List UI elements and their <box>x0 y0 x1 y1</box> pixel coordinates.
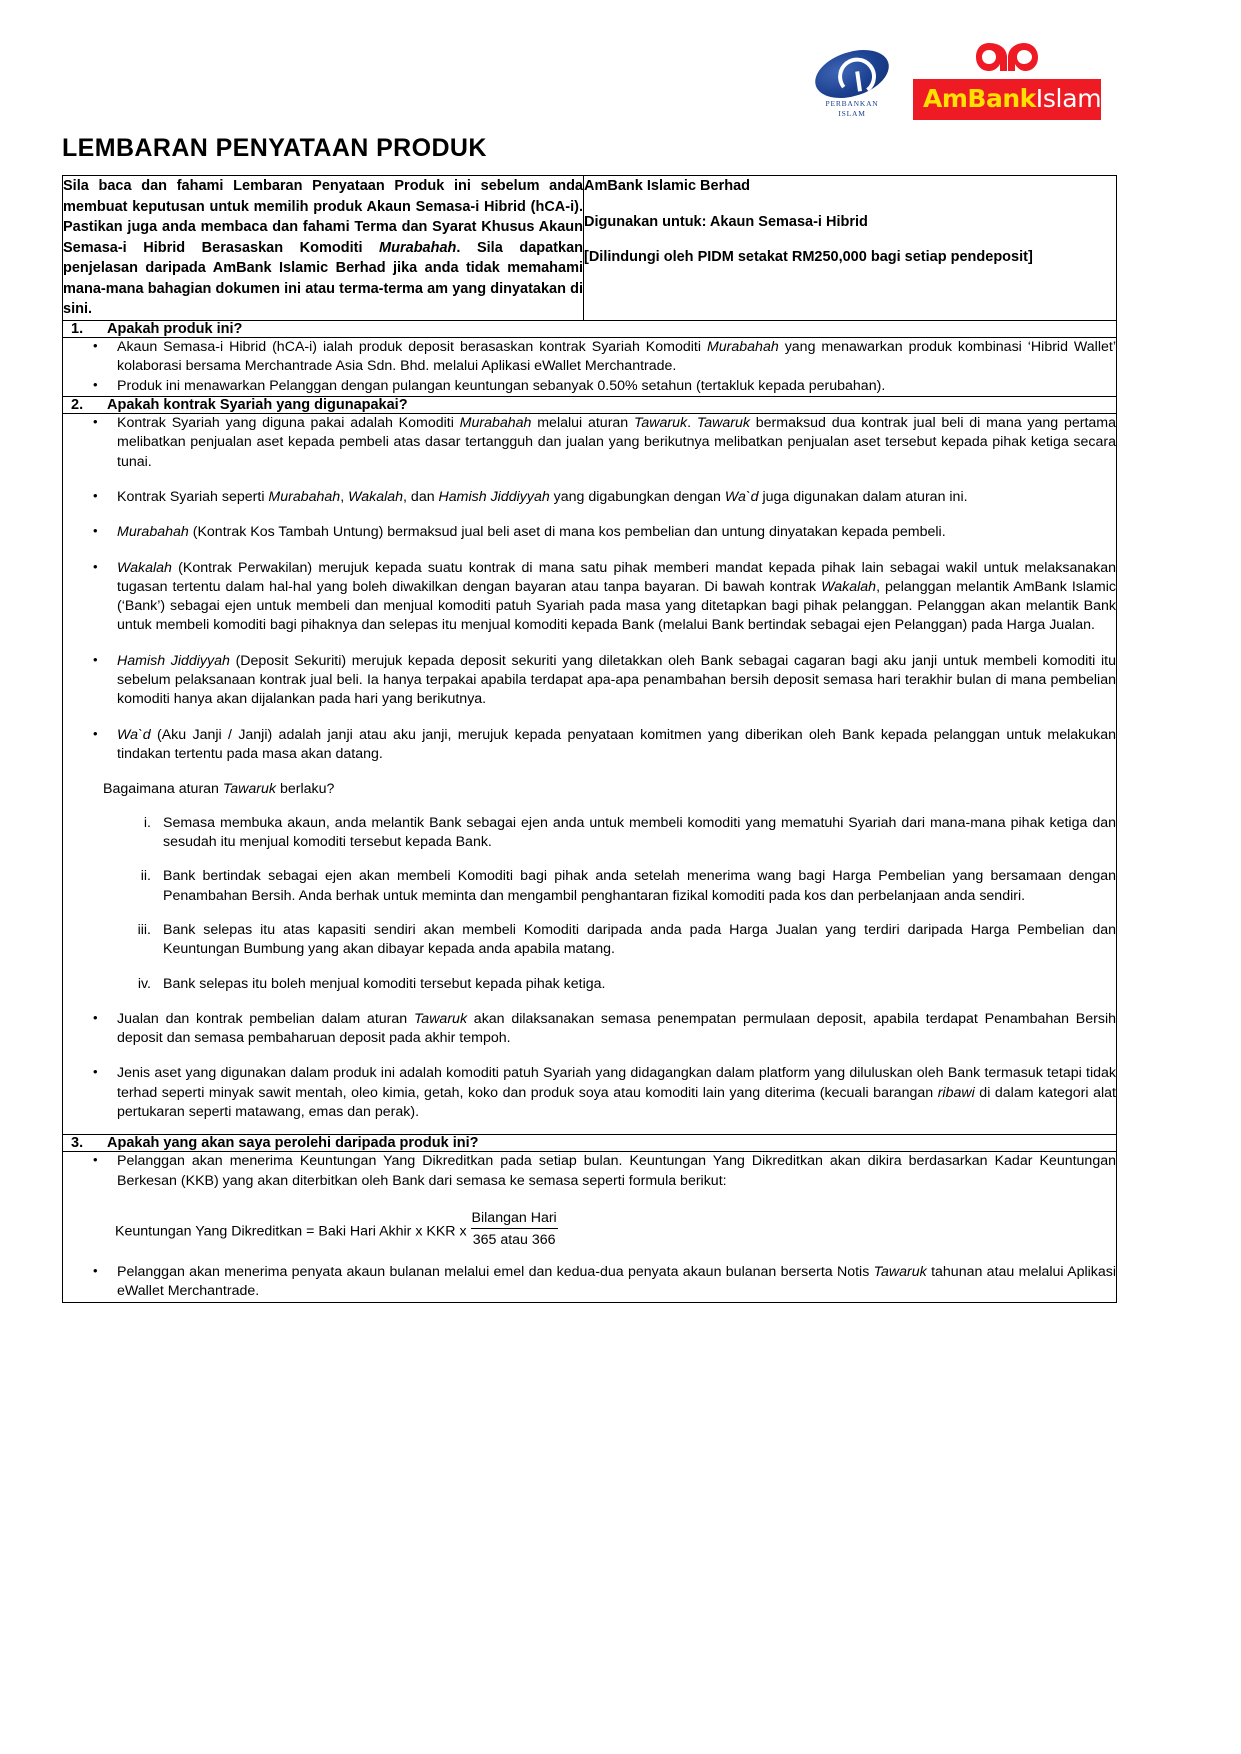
bullet-text-run: akan dilaksanakan semasa penempatan permulaan deposit, apabila terdapat Penambahan Bersih deposit dan semasa pembaharuan deposit pada akhir tempoh. <box>117 1010 1116 1047</box>
section-1-body-row <box>63 338 1117 397</box>
list-item <box>143 814 1116 853</box>
product-applicability: Digunakan untuk: Akaun Semasa-i Hibrid <box>584 213 868 230</box>
perbankan-islam-emblem-icon <box>809 42 895 107</box>
list-item <box>115 1064 1116 1122</box>
list-item <box>115 488 1116 507</box>
intro-disclaimer-italic: Murabahah <box>379 239 457 256</box>
pidm-protection-note: [Dilindungi oleh PIDM setakat RM250,000 bagi setiap pendeposit] <box>584 249 1033 266</box>
tawaruk-subquestion-italic: Tawaruk <box>222 781 276 798</box>
logo-row <box>0 0 1241 120</box>
bullet-text-run: Akaun Semasa-i Hibrid (hCA-i) ialah produk deposit berasaskan kontrak Syariah Komoditi <box>117 339 707 356</box>
list-item <box>115 1152 1116 1191</box>
bullet-text-run: (Aku Janji / Janji) adalah janji atau aku janji, merujuk kepada penyataan komitmen yang diberikan oleh Bank kepada pelanggan untuk melakukan tindakan tertentu pada masa akan datang. <box>117 726 1116 763</box>
bullet-text-run-italic: Wakalah <box>821 578 877 595</box>
bullet-text-run: yang menawarkan produk kombinasi ‘Hibrid Wallet’ kolaborasi bersama Merchantrade Asia Sdn. Bhd. melalui Aplikasi eWallet Merchantrade. <box>117 339 1116 375</box>
step-marker: iv. <box>137 975 151 992</box>
tawaruk-subquestion-post: berlaku? <box>276 781 335 798</box>
intro-disclaimer-cell <box>63 176 584 321</box>
intro-row <box>63 176 1117 321</box>
step-text: Semasa membuka akaun, anda melantik Bank sebagai ejen anda untuk membeli komoditi yang mematuhi Syariah dari mana-mana pihak ketiga dan sesudah itu menjual komoditi tersebut kepada Bank. <box>163 814 1116 850</box>
list-item <box>115 1263 1116 1302</box>
bullet-text-run: Kontrak Syariah yang diguna pakai adalah Komoditi <box>117 414 460 431</box>
bullet-text-run: Jualan dan kontrak pembelian dalam aturan <box>117 1010 414 1027</box>
bullet-text-run-italic: Wakalah <box>348 488 404 505</box>
section-3-body-cell <box>63 1152 1117 1302</box>
ambank-islamic-logo <box>913 37 1122 120</box>
section-2-heading-cell <box>63 396 1117 413</box>
ambank-symbol-icon <box>913 37 1101 79</box>
bullet-text-run-italic: Murabahah <box>459 414 532 431</box>
issuer-name: AmBank Islamic Berhad <box>584 178 751 194</box>
bullet-text-run: (Deposit Sekuriti) merujuk kepada deposit sekuriti yang diletakkan oleh Bank sebagai cagaran bagi aku janji untuk membeli komoditi itu sebelum pelaksanaan kontrak jual beli. Ia hanya terpakai apabila terdapat apa-apa penambahan bersih deposit semasa hari terakhir bulan di mana pembelian komoditi hanya akan dijalankan pada hari yang berikutnya. <box>117 652 1116 708</box>
section-2-title: Apakah kontrak Syariah yang digunapakai? <box>107 396 408 413</box>
section-2-bullet-list-after <box>63 1010 1116 1123</box>
list-item <box>115 652 1116 710</box>
intro-disclaimer-tail: . Sila dapatkan penjelasan daripada AmBank Islamic Berhad jika anda tidak memahami mana-mana bahagian dokumen ini atau terma-terma am yang dinyatakan di sini. <box>63 239 583 318</box>
section-3-heading-row <box>63 1135 1117 1152</box>
list-item <box>115 559 1116 636</box>
bullet-text-run: Pelanggan akan menerima penyata akaun bulanan melalui emel dan kedua-dua penyata akaun bulanan berserta Notis <box>117 1263 874 1280</box>
list-item <box>115 377 1116 396</box>
perbankan-logo-line1: PERBANKAN <box>825 99 879 109</box>
step-marker: iii. <box>137 921 151 938</box>
bullet-text-run-italic: Hamish Jiddiyyah <box>438 488 550 505</box>
bullet-text-run-italic: Tawaruk <box>413 1010 468 1027</box>
perbankan-islam-logo <box>813 52 891 120</box>
section-3-body-row <box>63 1152 1117 1302</box>
bullet-text-run-italic: Wa`d <box>117 726 151 743</box>
section-2-body-row <box>63 413 1117 1134</box>
section-3-number: 3. <box>71 1135 84 1152</box>
section-1-body-cell <box>63 338 1117 397</box>
bullet-text-run-italic: Tawaruk <box>873 1263 927 1280</box>
section-2-number: 2. <box>71 396 84 413</box>
list-item <box>115 414 1116 472</box>
tawaruk-subquestion-pre: Bagaimana aturan <box>103 781 223 798</box>
step-text: Bank selepas itu atas kapasiti sendiri akan membeli Komoditi daripada anda pada Harga Jualan yang terdiri daripada Harga Pembelian dan Keuntungan Bumbung yang akan dibayar kepada anda apabila matang. <box>163 921 1116 958</box>
bullet-text-run: . <box>687 414 697 431</box>
perbankan-islam-logo-text <box>813 99 891 118</box>
bullet-text-run: bermaksud dua kontrak jual beli di mana yang pertama melibatkan penjualan aset kepada pembeli atas dasar tertangguh dan jualan yang berikutnya melibatkan penjualan aset tersebut kepada pihak ketiga secara tunai. <box>117 414 1117 470</box>
bullet-text-run: tahunan atau melalui Aplikasi eWallet Merchantrade. <box>117 1263 1116 1300</box>
ambank-wordmark-text: AmBank <box>923 84 1036 113</box>
bullet-text-run-italic: Hamish Jiddiyyah <box>117 652 230 669</box>
bullet-text-run: yang digabungkan dengan <box>549 488 725 505</box>
page-title: LEMBARAN PENYATAAN PRODUK <box>62 134 487 162</box>
bullet-text-run: di dalam kategori alat pertukaran seperti matawang, emas dan perak). <box>117 1084 1116 1121</box>
list-item <box>115 1010 1116 1049</box>
formula-denominator: 365 atau 366 <box>472 1231 556 1248</box>
bullet-text-run: Pelanggan akan menerima Keuntungan Yang Dikreditkan pada setiap bulan. Keuntungan Yang Dikreditkan akan dikira berdasarkan Kadar Keuntungan Berkesan (KKB) yang akan diterbitkan oleh Bank dari semasa ke semasa seperti formula berikut: <box>117 1153 1116 1189</box>
perbankan-logo-line2: ISLAM <box>838 108 866 118</box>
list-item <box>137 975 1116 994</box>
section-1-title: Apakah produk ini? <box>107 321 243 338</box>
section-1-number: 1. <box>71 321 84 338</box>
formula-left-hand-side: Keuntungan Yang Dikreditkan = Baki Hari Akhir x KKR x <box>115 1223 471 1240</box>
bullet-text-run: melalui aturan <box>531 414 634 431</box>
bullet-text-run-italic: Tawaruk <box>696 414 750 431</box>
bullet-text-run-italic: Murabahah <box>706 339 779 356</box>
formula-numerator: Bilangan Hari <box>471 1209 558 1228</box>
bullet-text-run-italic: Wakalah <box>117 559 172 576</box>
step-marker: ii. <box>140 868 151 885</box>
bullet-text-run: (Kontrak Kos Tambah Untung) bermaksud jual beli aset di mana kos pembelian dan untung dinyatakan kepada pembeli. <box>188 524 946 541</box>
step-text: Bank bertindak sebagai ejen akan membeli Komoditi bagi pihak anda setelah menerima wang bagi Harga Pembelian yang bersamaan dengan Penambahan Bersih. Anda berhak untuk meminta dan mengambil penghantaran fizikal komoditi pada kos dan perbelanjaan anda sendiri. <box>163 868 1116 904</box>
bullet-text-run-italic: Murabahah <box>268 488 341 505</box>
bullet-text-run: , pelanggan melantik AmBank Islamic (‘Bank’) sebagai ejen untuk membeli dan menjual komoditi patuh Syariah pada masa yang ditetapkan bagi pihak pelanggan. Pelanggan akan melantik Bank untuk membeli komoditi bagi pihaknya dan selepas itu menjual komoditi kepada Bank (melalui Bank bertindak sebagai ejen Pelanggan) pada Harga Jualan. <box>117 578 1116 634</box>
list-item <box>140 867 1116 906</box>
profit-formula <box>115 1209 1116 1249</box>
bullet-text-run-italic: Wa`d <box>724 488 759 505</box>
section-1-bullet-list <box>63 338 1116 396</box>
bullet-text-run: Jenis aset yang digunakan dalam produk ini adalah komoditi patuh Syariah yang didagangkan dalam platform yang diluluskan oleh Bank termasuk tetapi tidak terhad seperti minyak sawit mentah, oleo kimia, getah, koko dan produk soya atau komoditi lain yang diterima (kecuali barangan <box>117 1065 1116 1101</box>
list-item <box>115 338 1116 377</box>
section-1-heading-row <box>63 321 1117 338</box>
list-item <box>115 523 1116 542</box>
intro-product-info-cell <box>584 176 1117 321</box>
section-1-heading-cell <box>63 321 1117 338</box>
formula-fraction <box>471 1209 558 1249</box>
step-text: Bank selepas itu boleh menjual komoditi tersebut kepada pihak ketiga. <box>163 975 606 992</box>
bullet-text-run: , <box>340 488 349 505</box>
bullet-text-run-italic: ribawi <box>937 1084 975 1101</box>
product-sheet-table <box>62 175 1117 1303</box>
tawaruk-steps-list <box>63 814 1116 994</box>
list-item <box>115 726 1116 765</box>
bullet-text-run: Kontrak Syariah seperti <box>117 488 269 505</box>
bullet-text-run: (Kontrak Perwakilan) merujuk kepada suatu kontrak di mana satu pihak memberi mandat kepada pihak lain sebagai wakil untuk melaksanakan tugasan tertentu dalam hal-hal yang boleh diwakilkan dengan bayaran atau tanpa bayaran. Di bawah kontrak <box>117 559 1116 595</box>
islamic-wordmark-text: Islamic <box>1035 84 1122 113</box>
section-3-title: Apakah yang akan saya perolehi daripada produk ini? <box>107 1135 479 1152</box>
section-2-tail-space <box>63 1122 1116 1134</box>
section-3-heading-cell <box>63 1135 1117 1152</box>
section-3-bullet-list-after <box>63 1263 1116 1302</box>
section-2-bullet-list <box>63 414 1116 764</box>
bullet-text-run: Produk ini menawarkan Pelanggan dengan pulangan keuntungan sebanyak 0.50% setahun (tertakluk kepada perubahan). <box>117 377 886 394</box>
step-marker: i. <box>143 814 151 831</box>
intro-disclaimer-text: Sila baca dan fahami Lembaran Penyataan Produk ini sebelum anda membuat keputusan untuk memilih produk Akaun Semasa-i Hibrid (hCA-i). Pastikan juga anda membaca dan fahami Terma dan Syarat Khusus Akaun Semasa-i Hibrid Berasaskan Komoditi <box>63 178 583 256</box>
ambank-islamic-wordmark <box>913 79 1122 120</box>
bullet-text-run: , dan <box>403 488 439 505</box>
bullet-text-run: juga digunakan dalam aturan ini. <box>758 488 968 505</box>
bullet-text-run-italic: Tawaruk <box>634 414 688 431</box>
section-3-bullet-list <box>63 1152 1116 1191</box>
list-item <box>137 921 1116 960</box>
section-2-heading-row <box>63 396 1117 413</box>
tawaruk-subquestion <box>103 780 1116 799</box>
section-2-body-cell <box>63 413 1117 1134</box>
bullet-text-run-italic: Murabahah <box>117 524 189 541</box>
